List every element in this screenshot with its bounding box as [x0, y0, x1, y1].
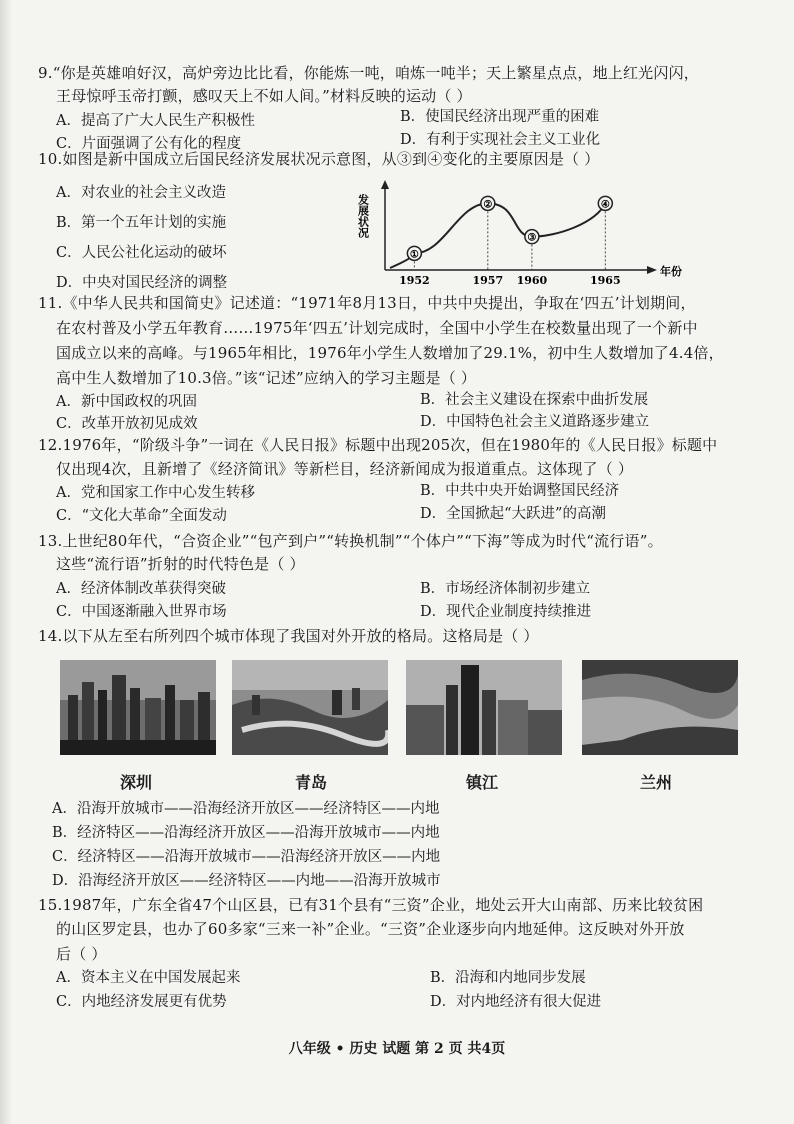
- q11-stem-line1: 11.《中华人民共和国简史》记述道：“1971年8月13日，中共中央提出，争取在‘四五’计划期间，: [38, 294, 696, 312]
- economy-line-chart: [355, 180, 685, 290]
- q11-option-d: D．中国特色社会主义道路逐步建立: [420, 414, 650, 430]
- chart-tick-1965: 1965: [590, 274, 621, 287]
- caption-shenzhen: 深圳: [120, 773, 153, 792]
- q11-stem-line4: 高中生人数增加了10.3倍。”该“记述”应纳入的学习主题是（ ）: [56, 369, 477, 387]
- chart-tick-1952: 1952: [399, 274, 430, 287]
- q13-option-b: B．市场经济体制初步建立: [420, 581, 591, 597]
- page-footer: 八年级 • 历史 试题 第 2 页 共4页: [288, 1041, 506, 1057]
- q11-option-a: A．新中国政权的巩固: [56, 394, 197, 410]
- chart-point-label-1965: ④: [600, 199, 610, 211]
- q9-option-d: D．有利于实现社会主义工业化: [400, 132, 601, 148]
- q15-option-d: D．对内地经济有很大促进: [430, 994, 602, 1010]
- chart-x-arrow: [647, 266, 657, 274]
- q15-stem-line1: 15.1987年，广东全省47个山区县，已有31个县有“三资”企业，地处云开大山南部、历来比较贫困: [38, 896, 704, 914]
- q12-option-b: B．中共中央开始调整国民经济: [420, 483, 620, 499]
- q9-option-a: A．提高了广大人民生产积极性: [56, 113, 255, 129]
- chart-tick-1957: 1957: [472, 274, 504, 287]
- q10-option-d: D．中央对国民经济的调整: [56, 275, 228, 291]
- caption-lanzhou: 兰州: [640, 773, 673, 792]
- q12-stem-line1: 12.1976年，“阶级斗争”一词在《人民日报》标题中出现205次，但在1980年的《人民日报》标题中: [38, 436, 718, 454]
- chart-point-label-1960: ③: [527, 232, 537, 244]
- q9-option-c: C．片面强调了公有化的程度: [56, 136, 242, 152]
- q13-stem-line2: 这些“流行语”折射的时代特色是（ ）: [56, 555, 305, 573]
- q12-option-d: D．全国掀起“大跃进”的高潮: [420, 506, 606, 522]
- q14-option-a: A．沿海开放城市——沿海经济开放区——经济特区——内地: [52, 801, 440, 817]
- q12-stem-line2: 仅出现4次，且新增了《经济简讯》等新栏目，经济新闻成为报道重点。这体现了（ ）: [56, 460, 634, 478]
- q14-option-c: C．经济特区——沿海开放城市——沿海经济开放区——内地: [52, 849, 441, 865]
- q11-stem-line3: 国成立以来的高峰。与1965年相比，1976年小学生人数增加了29.1%，初中生人数增加了4.4倍，: [56, 344, 724, 362]
- q10-stem: 10.如图是新中国成立后国民经济发展状况示意图，从③到④变化的主要原因是（ ）: [38, 150, 600, 168]
- q9-stem-line1: 9.“你是英雄咱好汉，高炉旁边比比看，你能炼一吨，咱炼一吨半；天上繁星点点，地上红光闪闪，: [38, 64, 699, 82]
- q15-stem-line2: 的山区罗定县，也办了60多家“三来一补”企业。“三资”企业逐步向内地延伸。这反映对外开放: [56, 920, 685, 938]
- q15-option-b: B．沿海和内地同步发展: [430, 970, 586, 986]
- q14-option-d: D．沿海经济开放区——经济特区——内地——沿海开放城市: [52, 873, 441, 889]
- q13-stem-line1: 13.上世纪80年代，“合资企业”“包产到户”“转换机制”“个体户”“下海”等成为时代“流行语”。: [38, 532, 663, 550]
- scan-shadow: [0, 0, 12, 1124]
- caption-qingdao: 青岛: [295, 773, 328, 792]
- q11-stem-line2: 在农村普及小学五年教育……1975年‘四五’计划完成时，全国中小学生在校数量出现了一个新中: [56, 319, 698, 337]
- q11-option-c: C．改革开放初见成效: [56, 416, 198, 432]
- chart-tick-1960: 1960: [516, 274, 548, 287]
- q13-option-d: D．现代企业制度持续推进: [420, 604, 592, 620]
- chart-series-line: [390, 203, 605, 268]
- chart-y-arrow: [381, 180, 389, 189]
- chart-ylabel: 发展状况: [356, 194, 370, 238]
- q9-stem-line2: 王母惊呼玉帝打颤，感叹天上不如人间。”材料反映的运动（ ）: [56, 87, 472, 105]
- q15-option-c: C．内地经济发展更有优势: [56, 994, 227, 1010]
- caption-zhenjiang: 镇江: [466, 773, 499, 792]
- q12-option-c: C．“文化大革命”全面发动: [56, 508, 227, 524]
- photo-qingdao: [232, 660, 388, 755]
- photo-lanzhou: [582, 660, 738, 755]
- q14-option-b: B．经济特区——沿海经济开放区——沿海开放城市——内地: [52, 825, 440, 841]
- q15-option-a: A．资本主义在中国发展起来: [56, 970, 241, 986]
- q10-option-a: A．对农业的社会主义改造: [56, 185, 226, 201]
- q14-stem: 14.以下从左至右所列四个城市体现了我国对外开放的格局。这格局是（ ）: [38, 627, 539, 645]
- q12-option-a: A．党和国家工作中心发生转移: [56, 485, 255, 501]
- q15-stem-line3: 后（ ）: [56, 945, 107, 963]
- chart-xlabel: 年份: [660, 265, 682, 278]
- photo-shenzhen: [60, 660, 216, 755]
- q10-option-c: C．人民公社化运动的破坏: [56, 245, 227, 261]
- q13-option-a: A．经济体制改革获得突破: [56, 581, 226, 597]
- q10-option-b: B．第一个五年计划的实施: [56, 215, 227, 231]
- q9-option-b: B．使国民经济出现严重的困难: [400, 109, 600, 125]
- chart-point-label-1957: ②: [483, 199, 493, 211]
- q11-option-b: B．社会主义建设在探索中曲折发展: [420, 392, 649, 408]
- photo-zhenjiang: [406, 660, 562, 755]
- chart-point-label-1952: ①: [409, 249, 419, 261]
- q13-option-c: C．中国逐渐融入世界市场: [56, 604, 227, 620]
